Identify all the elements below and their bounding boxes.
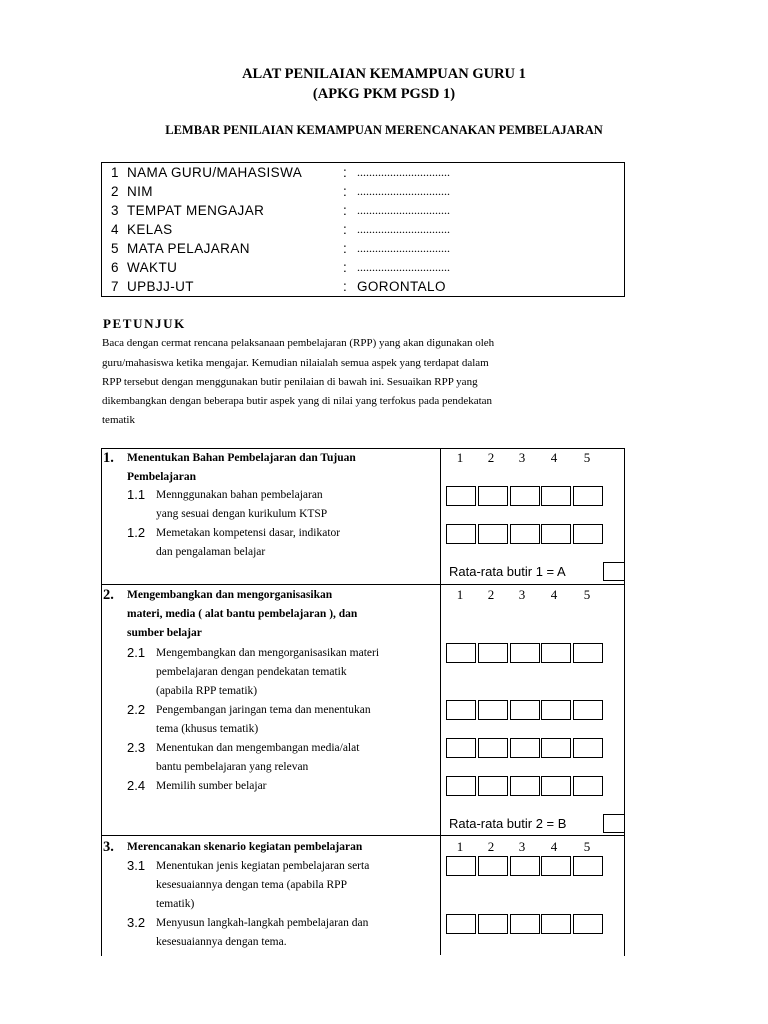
instructions-line: RPP tersebut dengan menggunakan butir penilaian di bawah ini. Sesuaikan RPP yang (102, 376, 478, 388)
score-box[interactable] (478, 700, 508, 720)
score-box[interactable] (446, 738, 476, 758)
section-heading-line: Pembelajaran (127, 471, 196, 483)
average-label: Rata-rata butir 1 = A (449, 564, 566, 579)
score-box[interactable] (573, 524, 603, 544)
item-text: Mennggunakan bahan pembelajaran (156, 489, 323, 501)
score-box[interactable] (541, 776, 571, 796)
identity-row (102, 239, 624, 258)
section-number: 3. (103, 839, 114, 855)
scale-label: 3 (518, 450, 526, 465)
score-box[interactable] (446, 856, 476, 876)
scale-label: 4 (550, 839, 558, 854)
score-box[interactable] (510, 486, 540, 506)
score-box[interactable] (446, 524, 476, 544)
score-box[interactable] (478, 738, 508, 758)
section-heading-line: Menentukan Bahan Pembelajaran dan Tujuan (127, 452, 356, 464)
identity-value-field[interactable]: ............................... (357, 260, 450, 274)
scale-label: 3 (518, 587, 526, 602)
score-box[interactable] (510, 524, 540, 544)
score-box[interactable] (478, 486, 508, 506)
identity-row (102, 277, 624, 296)
score-box[interactable] (478, 643, 508, 663)
scale-label: 5 (583, 450, 591, 465)
identity-label: NIM (127, 184, 153, 199)
instructions-heading: PETUNJUK (103, 316, 186, 331)
identity-row (102, 163, 624, 182)
item-text: bantu pembelajaran yang relevan (156, 761, 309, 773)
score-box[interactable] (510, 776, 540, 796)
item-text: dan pengalaman belajar (156, 546, 266, 558)
item-text: tematik) (156, 898, 195, 910)
score-box[interactable] (573, 700, 603, 720)
item-text: Menentukan jenis kegiatan pembelajaran serta (156, 860, 370, 872)
section-heading-line: materi, media ( alat bantu pembelajaran ), dan (127, 608, 358, 620)
scale-label: 1 (456, 587, 464, 602)
item-text: pembelajaran dengan pendekatan tematik (156, 666, 347, 678)
score-box[interactable] (541, 700, 571, 720)
identity-colon: : (343, 260, 348, 275)
identity-label: UPBJJ-UT (127, 279, 194, 294)
item-text: kesesuaiannya dengan tema. (156, 936, 287, 948)
identity-label: NAMA GURU/MAHASISWA (127, 165, 303, 180)
score-box-row (446, 738, 606, 758)
identity-box (101, 162, 625, 297)
average-label: Rata-rata butir 2 = B (449, 816, 567, 831)
identity-row (102, 201, 624, 220)
item-text: Menentukan dan mengembangan media/alat (156, 742, 360, 754)
sheet-title: LEMBAR PENILAIAN KEMAMPUAN MERENCANAKAN PEMBELAJARAN (165, 123, 603, 137)
section-heading-line: Merencanakan skenario kegiatan pembelajaran (127, 841, 363, 853)
score-box[interactable] (541, 643, 571, 663)
item-text: Mengembangkan dan mengorganisasikan materi (156, 647, 380, 659)
identity-label: MATA PELAJARAN (127, 241, 250, 256)
scale-label: 4 (550, 450, 558, 465)
identity-number: 1 (111, 165, 119, 180)
identity-value-field[interactable]: ............................... (357, 203, 450, 217)
identity-number: 5 (111, 241, 119, 256)
identity-number: 6 (111, 260, 119, 275)
identity-row (102, 258, 624, 277)
section-heading-line: Mengembangkan dan mengorganisasikan (127, 589, 333, 601)
score-box[interactable] (510, 914, 540, 934)
score-box-row (446, 776, 606, 796)
score-box[interactable] (573, 486, 603, 506)
scale-label: 1 (456, 839, 464, 854)
section-heading-line: sumber belajar (127, 627, 202, 639)
identity-row (102, 220, 624, 239)
score-box[interactable] (541, 914, 571, 934)
score-box[interactable] (478, 776, 508, 796)
scale-label: 1 (456, 450, 464, 465)
item-number: 2.3 (127, 740, 146, 755)
item-number: 3.2 (127, 915, 146, 930)
table-row-divider (101, 835, 625, 836)
identity-value-field[interactable]: GORONTALO (357, 279, 446, 294)
score-box[interactable] (541, 486, 571, 506)
average-score-box[interactable] (603, 562, 624, 581)
item-text: yang sesuai dengan kurikulum KTSP (156, 508, 328, 520)
identity-colon: : (343, 203, 348, 218)
score-box[interactable] (510, 700, 540, 720)
score-box-row (446, 486, 606, 506)
score-box[interactable] (446, 643, 476, 663)
scale-label: 2 (487, 839, 495, 854)
item-text: Memetakan kompetensi dasar, indikator (156, 527, 341, 539)
score-box[interactable] (510, 643, 540, 663)
identity-number: 3 (111, 203, 119, 218)
scale-label: 5 (583, 587, 591, 602)
score-box[interactable] (478, 524, 508, 544)
item-number: 2.1 (127, 645, 146, 660)
score-box[interactable] (573, 738, 603, 758)
identity-colon: : (343, 165, 348, 180)
score-box[interactable] (541, 738, 571, 758)
score-box[interactable] (446, 486, 476, 506)
score-box[interactable] (573, 856, 603, 876)
score-box[interactable] (573, 776, 603, 796)
score-box-row (446, 700, 606, 720)
identity-colon: : (343, 184, 348, 199)
item-number: 2.2 (127, 702, 146, 717)
scale-label: 2 (487, 450, 495, 465)
table-row-divider (101, 584, 625, 585)
identity-colon: : (343, 241, 348, 256)
score-box[interactable] (510, 856, 540, 876)
score-box-row (446, 524, 606, 544)
item-text: (apabila RPP tematik) (156, 685, 258, 697)
table-column-divider (440, 448, 441, 955)
item-text: kesesuaiannya dengan tema (apabila RPP (156, 879, 347, 891)
identity-value-field[interactable]: ............................... (357, 241, 450, 255)
score-box[interactable] (446, 700, 476, 720)
instructions-line: guru/mahasiswa ketika mengajar. Kemudian nilaialah semua aspek yang terdapat dalam (102, 357, 489, 369)
item-text: tema (khusus tematik) (156, 723, 259, 735)
scale-label: 3 (518, 839, 526, 854)
score-box[interactable] (446, 914, 476, 934)
scale-label: 2 (487, 587, 495, 602)
identity-label: TEMPAT MENGAJAR (127, 203, 265, 218)
score-box[interactable] (478, 914, 508, 934)
score-box[interactable] (446, 776, 476, 796)
score-box[interactable] (510, 738, 540, 758)
scale-label: 5 (583, 839, 591, 854)
score-box[interactable] (573, 914, 603, 934)
identity-colon: : (343, 279, 348, 294)
item-number: 1.2 (127, 525, 146, 540)
document-subtitle: (APKG PKM PGSD 1) (312, 86, 456, 102)
section-number: 2. (103, 587, 114, 603)
identity-row (102, 182, 624, 201)
item-number: 1.1 (127, 487, 146, 502)
scale-label: 4 (550, 587, 558, 602)
section-number: 1. (103, 450, 114, 466)
identity-value-field[interactable]: ............................... (357, 165, 450, 179)
item-text: Menyusun langkah-langkah pembelajaran dan (156, 917, 369, 929)
identity-number: 2 (111, 184, 119, 199)
document-title: ALAT PENILAIAN KEMAMPUAN GURU 1 (242, 66, 526, 82)
score-box-row (446, 856, 606, 876)
score-box[interactable] (541, 856, 571, 876)
score-box[interactable] (478, 856, 508, 876)
item-text: Pengembangan jaringan tema dan menentukan (156, 704, 371, 716)
identity-label: KELAS (127, 222, 173, 237)
identity-colon: : (343, 222, 348, 237)
score-box-row (446, 914, 606, 934)
score-box[interactable] (573, 643, 603, 663)
instructions-line: Baca dengan cermat rencana pelaksanaan pembelajaran (RPP) yang akan digunakan oleh (102, 337, 495, 349)
score-box-row (446, 643, 606, 663)
item-number: 3.1 (127, 858, 146, 873)
instructions-line: dikembangkan dengan beberapa butir aspek yang di nilai yang terfokus pada pendekatan (102, 395, 493, 407)
identity-number: 4 (111, 222, 119, 237)
identity-value-field[interactable]: ............................... (357, 222, 450, 236)
item-text: Memilih sumber belajar (156, 780, 267, 792)
instructions-line: tematik (102, 414, 135, 426)
identity-value-field[interactable]: ............................... (357, 184, 450, 198)
item-number: 2.4 (127, 778, 146, 793)
identity-label: WAKTU (127, 260, 178, 275)
identity-number: 7 (111, 279, 119, 294)
average-score-box[interactable] (603, 814, 624, 833)
score-box[interactable] (541, 524, 571, 544)
